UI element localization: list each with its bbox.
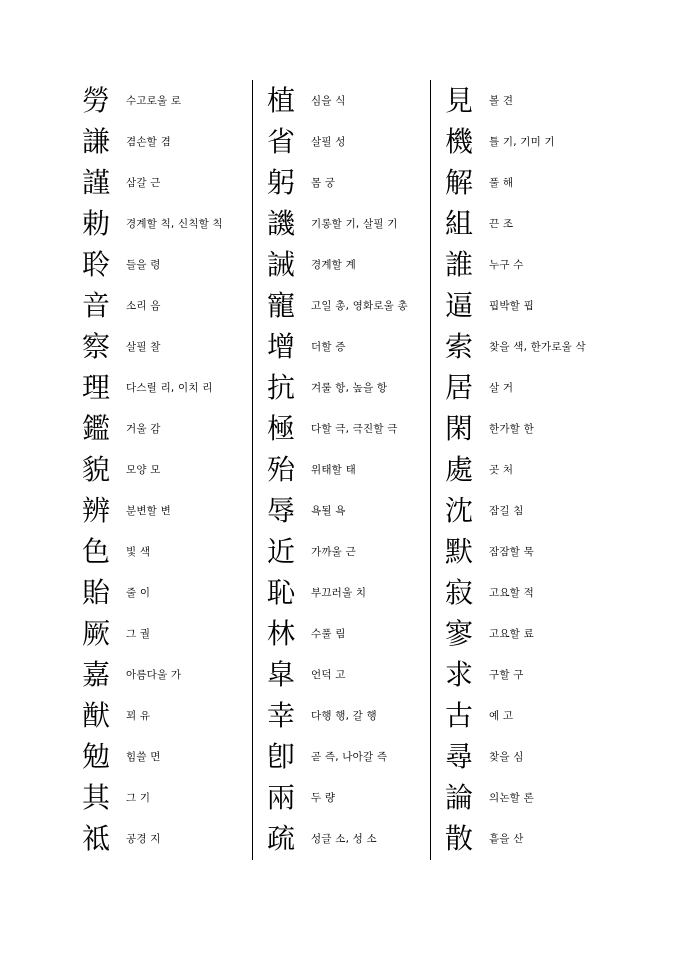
hanja-meaning: 빛 색 [126,546,151,558]
hanja-character: 察 [81,330,110,363]
hanja-meaning: 곳 처 [489,464,514,476]
vocab-entry [431,531,611,572]
vocab-entry [253,121,429,162]
hanja-meaning: 꾀 유 [126,710,151,722]
hanja-meaning: 끈 조 [489,218,514,230]
vocab-entry [74,162,250,203]
vocab-entry [253,408,429,449]
vocab-entry [431,490,611,531]
hanja-meaning: 줄 이 [126,587,151,599]
hanja-meaning: 삼갈 근 [126,177,161,189]
hanja-meaning: 경계할 칙, 신칙할 칙 [126,218,223,230]
hanja-meaning: 욕될 욕 [311,505,346,517]
vocab-entry [431,654,611,695]
hanja-meaning: 더할 증 [311,341,346,353]
hanja-character: 謹 [81,166,110,199]
hanja-meaning: 겨룰 항, 높을 항 [311,382,388,394]
vocab-entry [431,203,611,244]
hanja-character: 寥 [444,617,473,650]
vocab-entry [253,285,429,326]
vocab-entry [253,367,429,408]
hanja-character: 疏 [266,822,295,855]
hanja-character: 音 [81,289,110,322]
hanja-meaning: 그 궐 [126,628,151,640]
vocab-entry [74,244,250,285]
vocab-entry [431,449,611,490]
vocab-entry [431,777,611,818]
hanja-meaning: 위태할 태 [311,464,356,476]
hanja-character: 古 [444,699,473,732]
vocab-entry [253,162,429,203]
vocab-entry [74,203,250,244]
hanja-meaning: 심을 식 [311,95,346,107]
hanja-meaning: 찾을 색, 한가로울 삭 [489,341,586,353]
vocab-entry [74,449,250,490]
hanja-meaning: 곧 즉, 나아갈 즉 [311,751,388,763]
hanja-meaning: 수풀 림 [311,628,346,640]
vocab-entry [431,695,611,736]
hanja-character: 省 [266,125,295,158]
hanja-character: 兩 [266,781,295,814]
vocab-entry [431,408,611,449]
hanja-character: 增 [266,330,295,363]
hanja-character: 極 [266,412,295,445]
hanja-character: 辱 [266,494,295,527]
hanja-meaning: 한가할 한 [489,423,534,435]
vocab-entry [74,695,250,736]
hanja-meaning: 틀 기, 기미 기 [489,136,555,148]
vocab-entry [74,408,250,449]
hanja-meaning: 성글 소, 성 소 [311,833,377,845]
hanja-character: 躬 [266,166,295,199]
hanja-character: 林 [266,617,295,650]
vocab-entry [74,80,250,121]
vocab-entry [431,80,611,121]
hanja-meaning: 풀 해 [489,177,514,189]
hanja-meaning: 살 거 [489,382,514,394]
column-2 [252,80,429,860]
hanja-character: 卽 [266,740,295,773]
vocab-entry [431,818,611,859]
hanja-meaning: 살필 성 [311,136,346,148]
vocab-entry [253,654,429,695]
hanja-character: 散 [444,822,473,855]
vocab-entry [74,326,250,367]
hanja-character: 鑑 [81,412,110,445]
vocab-entry [74,777,250,818]
hanja-character: 貽 [81,576,110,609]
hanja-meaning: 구할 구 [489,669,524,681]
hanja-character: 幸 [266,699,295,732]
vocab-entry [74,121,250,162]
hanja-meaning: 두 량 [311,792,336,804]
hanja-meaning: 들을 령 [126,259,161,271]
hanja-character: 機 [444,125,473,158]
column-3 [430,80,611,860]
hanja-meaning: 고일 총, 영화로울 총 [311,300,408,312]
vocab-entry [74,654,250,695]
vocab-entry [74,613,250,654]
vocab-entry [253,818,429,859]
vocab-entry [431,736,611,777]
hanja-meaning: 수고로울 로 [126,95,182,107]
hanja-meaning: 다행 행, 갈 행 [311,710,377,722]
vocab-entry [253,490,429,531]
vocab-entry [74,367,250,408]
vocab-entry [431,244,611,285]
hanja-character: 論 [444,781,473,814]
hanja-meaning: 흩을 산 [489,833,524,845]
hanja-meaning: 잠잠할 묵 [489,546,534,558]
vocab-entry [431,367,611,408]
hanja-meaning: 소리 음 [126,300,161,312]
vocab-entry [253,203,429,244]
hanja-character: 皐 [266,658,295,691]
vocab-entry [253,777,429,818]
hanja-meaning: 공경 지 [126,833,161,845]
hanja-character: 默 [444,535,473,568]
hanja-character: 嘉 [81,658,110,691]
hanja-meaning: 찾을 심 [489,751,524,763]
hanja-meaning: 아름다울 가 [126,669,182,681]
hanja-character: 謙 [81,125,110,158]
vocab-entry [253,326,429,367]
hanja-character: 貌 [81,453,110,486]
hanja-character: 沈 [444,494,473,527]
hanja-meaning: 분변할 변 [126,505,171,517]
vocab-entry [253,572,429,613]
hanja-character: 厥 [81,617,110,650]
vocab-entry [74,572,250,613]
hanja-character: 寂 [444,576,473,609]
vocab-entry [431,285,611,326]
hanja-character: 組 [444,207,473,240]
hanja-meaning: 언덕 고 [311,669,346,681]
hanja-character: 誡 [266,248,295,281]
hanja-character: 殆 [266,453,295,486]
hanja-character: 其 [81,781,110,814]
hanja-character: 居 [444,371,473,404]
hanja-meaning: 핍박할 핍 [489,300,534,312]
vocab-entry [431,121,611,162]
vocab-entry [431,326,611,367]
hanja-meaning: 모양 모 [126,464,161,476]
hanja-meaning: 잠길 침 [489,505,524,517]
vocab-entry [74,736,250,777]
hanja-meaning: 기롱할 기, 살필 기 [311,218,398,230]
hanja-meaning: 그 기 [126,792,151,804]
vocab-entry [253,449,429,490]
vocab-entry [74,285,250,326]
hanja-character: 處 [444,453,473,486]
hanja-meaning: 예 고 [489,710,514,722]
hanja-meaning: 힘쓸 면 [126,751,161,763]
hanja-meaning: 경계할 계 [311,259,356,271]
hanja-character: 猷 [81,699,110,732]
vocab-entry [253,613,429,654]
vocab-entry [74,818,250,859]
hanja-character: 辨 [81,494,110,527]
hanja-meaning: 가까울 근 [311,546,356,558]
hanja-character: 聆 [81,248,110,281]
hanja-character: 索 [444,330,473,363]
hanja-meaning: 다할 극, 극진할 극 [311,423,398,435]
hanja-meaning: 고요할 적 [489,587,534,599]
hanja-meaning: 살필 찰 [126,341,161,353]
vocab-entry [253,244,429,285]
hanja-character: 求 [444,658,473,691]
vocab-entry [74,531,250,572]
hanja-meaning: 고요할 료 [489,628,534,640]
hanja-character: 逼 [444,289,473,322]
hanja-character: 解 [444,166,473,199]
hanja-character: 抗 [266,371,295,404]
hanja-character: 勞 [81,84,110,117]
vocab-entry [431,162,611,203]
hanja-meaning: 의논할 론 [489,792,534,804]
hanja-character: 勅 [81,207,110,240]
hanja-character: 植 [266,84,295,117]
hanja-meaning: 겸손할 겸 [126,136,171,148]
hanja-meaning: 볼 견 [489,95,514,107]
hanja-meaning: 누구 수 [489,259,524,271]
hanja-character: 理 [81,371,110,404]
hanja-character: 尋 [444,740,473,773]
hanja-meaning: 부끄러울 치 [311,587,367,599]
hanja-character: 見 [444,84,473,117]
hanja-character: 勉 [81,740,110,773]
vocab-entry [253,531,429,572]
hanja-character: 近 [266,535,295,568]
vocab-entry [431,572,611,613]
hanja-meaning: 거울 감 [126,423,161,435]
hanja-character: 寵 [266,289,295,322]
hanja-character: 譏 [266,207,295,240]
hanja-meaning: 다스릴 리, 이치 리 [126,382,213,394]
hanja-character: 閑 [444,412,473,445]
hanja-character: 祗 [81,822,110,855]
hanja-meaning: 몸 궁 [311,177,336,189]
hanja-character: 誰 [444,248,473,281]
vocab-entry [253,695,429,736]
vocab-entry [431,613,611,654]
column-1 [74,80,250,860]
hanja-character: 恥 [266,576,295,609]
vocab-entry [253,736,429,777]
vocab-entry [74,490,250,531]
vocab-entry [253,80,429,121]
hanja-character: 色 [81,535,110,568]
